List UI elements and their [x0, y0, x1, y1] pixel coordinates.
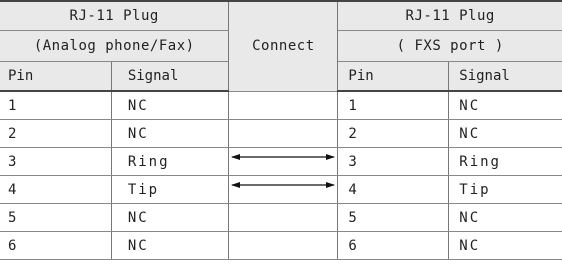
left-pin-number: 4 — [0, 176, 111, 204]
left-signal-name: NC — [111, 91, 229, 120]
right-pin-number: 6 — [338, 232, 449, 260]
pin-row — [0, 204, 562, 232]
right-pin-number: 4 — [338, 176, 449, 204]
right-signal-name: NC — [449, 232, 562, 260]
right-plug-title: RJ-11 Plug — [338, 1, 562, 31]
double-arrow-icon — [229, 176, 337, 203]
pin-rows — [0, 91, 562, 260]
double-arrow-icon — [229, 148, 337, 175]
left-pin-number: 5 — [0, 204, 111, 232]
pin-row — [0, 120, 562, 148]
right-signal-name: NC — [449, 91, 562, 120]
connect-cell — [229, 176, 338, 204]
right-pin-number: 5 — [338, 204, 449, 232]
left-pin-header: Pin — [0, 62, 111, 92]
pin-row — [0, 91, 562, 120]
left-pin-number: 3 — [0, 148, 111, 176]
right-pin-number: 3 — [338, 148, 449, 176]
right-pin-header: Pin — [338, 62, 449, 92]
left-signal-name: Ring — [111, 148, 229, 176]
right-signal-name: Tip — [449, 176, 562, 204]
left-signal-name: NC — [111, 204, 229, 232]
right-signal-name: Ring — [449, 148, 562, 176]
left-signal-name: NC — [111, 120, 229, 148]
connect-cell — [229, 120, 338, 148]
connect-cell — [229, 232, 338, 260]
left-plug-title: RJ-11 Plug — [0, 1, 229, 31]
right-plug-subtitle: ( FXS port ) — [338, 31, 562, 62]
left-signal-name: Tip — [111, 176, 229, 204]
right-signal-name: NC — [449, 120, 562, 148]
right-signal-header: Signal — [449, 62, 562, 92]
right-pin-number: 2 — [338, 120, 449, 148]
left-pin-number: 6 — [0, 232, 111, 260]
left-pin-number: 2 — [0, 120, 111, 148]
connect-cell — [229, 204, 338, 232]
connect-cell — [229, 148, 338, 176]
left-pin-number: 1 — [0, 91, 111, 120]
left-plug-subtitle: (Analog phone/Fax) — [0, 31, 229, 62]
connect-cell — [229, 91, 338, 120]
pin-row — [0, 232, 562, 260]
left-signal-header: Signal — [111, 62, 229, 92]
left-signal-name: NC — [111, 232, 229, 260]
pin-row — [0, 176, 562, 204]
right-signal-name: NC — [449, 204, 562, 232]
right-pin-number: 1 — [338, 91, 449, 120]
pin-row — [0, 148, 562, 176]
connect-header: Connect — [229, 1, 338, 91]
